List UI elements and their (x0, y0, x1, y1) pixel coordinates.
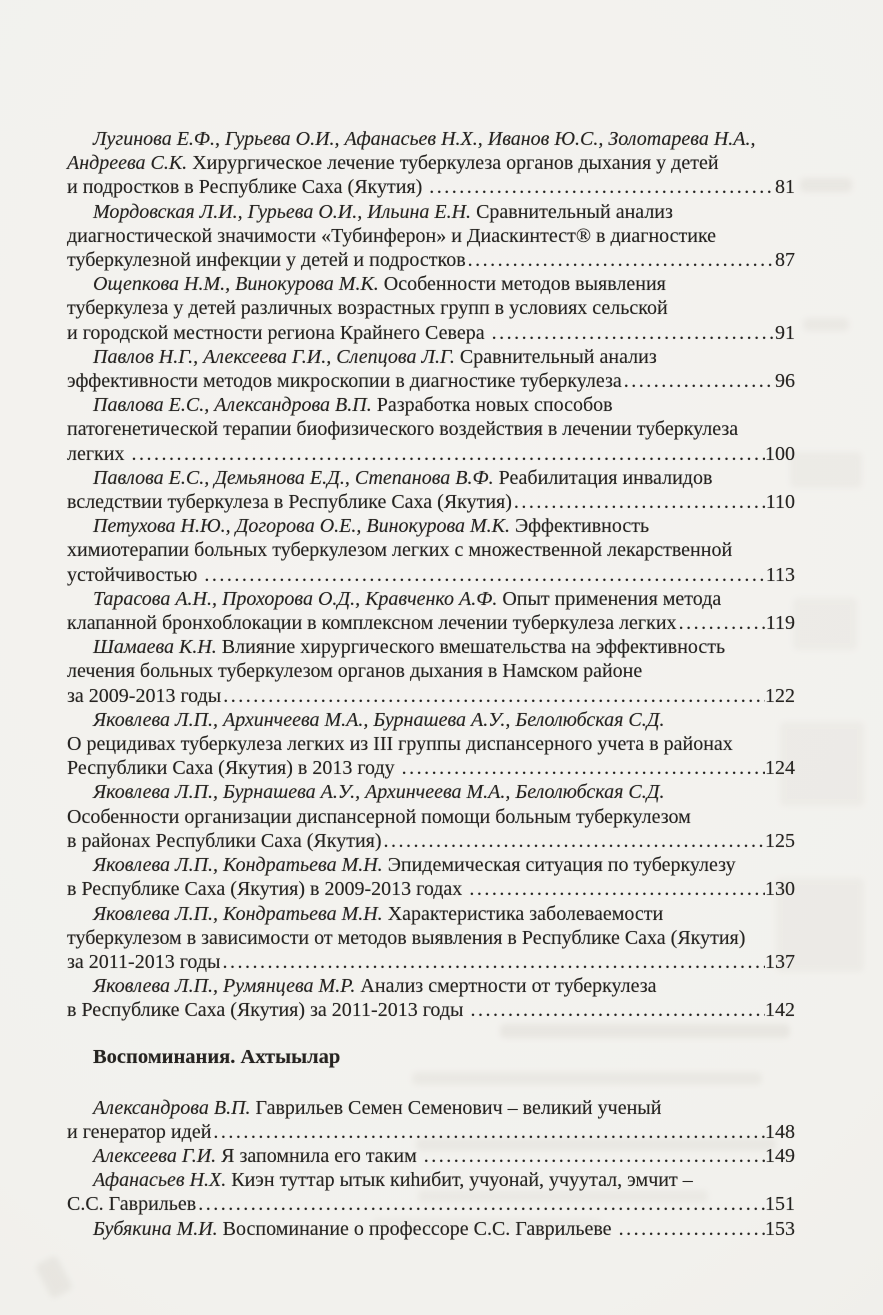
toc-line (67, 563, 795, 587)
title-text: патогенетической терапии биофизического воздействия в лечении туберкулеза (67, 418, 739, 441)
toc-line (67, 611, 795, 635)
authors-text: Павлов Н.Г., Алексеева Г.И., Слепцова Л.Г. (93, 345, 455, 368)
toc-line (67, 466, 795, 490)
toc-entry (67, 974, 795, 1022)
toc-line (67, 321, 795, 345)
authors-text: Мордовская Л.И., Гурьева О.И., Ильина Е.Н. (93, 200, 472, 223)
title-text: Хирургическое лечение туберкулеза органов дыхания у детей (187, 152, 719, 175)
toc-line (67, 393, 795, 417)
authors-text: Ощепкова Н.М., Винокурова М.К. (93, 273, 379, 296)
title-text: С.С. Гаврильев (67, 1193, 197, 1216)
bleedthrough-artifact (34, 1255, 73, 1300)
toc-line (67, 442, 795, 466)
toc-line (67, 587, 795, 611)
toc-entry (67, 272, 795, 345)
toc-line (67, 756, 795, 780)
toc-line (67, 200, 795, 224)
page-number: 124 (765, 757, 795, 780)
toc-section-memories (67, 1096, 795, 1241)
title-text: Я запомнила его таким (216, 1144, 422, 1167)
toc-line (67, 684, 795, 708)
title-text: Особенности организации диспансерной помощи больным туберкулезом (67, 805, 691, 828)
page-number: 130 (765, 878, 795, 901)
toc-line (67, 950, 795, 974)
bleedthrough-artifact (790, 452, 862, 488)
title-text: Эпидемическая ситуация по туберкулезу (382, 854, 736, 877)
toc-line (67, 902, 795, 926)
page-number: 125 (765, 829, 795, 852)
toc-line (67, 780, 795, 804)
toc-line (67, 417, 795, 441)
title-text: в Республике Саха (Якутия) за 2011-2013 годы (67, 999, 469, 1022)
toc-section-articles (67, 127, 795, 1023)
page-number: 142 (765, 999, 795, 1022)
page-number: 137 (765, 950, 795, 973)
dot-leader (490, 321, 775, 345)
title-text: клапанной бронхоблокации в комплексном лечении туберкулеза легких (67, 612, 677, 635)
page-number: 96 (775, 370, 795, 393)
toc-line (67, 635, 795, 659)
title-text: Разработка новых способов (371, 394, 613, 417)
toc-entry (67, 853, 795, 901)
dot-leader (512, 490, 766, 514)
title-text: легких (67, 442, 130, 465)
section-heading: Воспоминания. Ахтыылар (93, 1045, 341, 1068)
bleedthrough-artifact (793, 598, 857, 650)
toc-entry (67, 1144, 795, 1168)
page-number: 151 (765, 1193, 795, 1216)
title-text: в Республике Саха (Якутия) в 2009-2013 годах (67, 878, 468, 901)
toc-line (67, 805, 795, 829)
title-text: Характеристика заболеваемости (382, 902, 664, 925)
authors-text: Андреева С.К. (67, 152, 188, 175)
title-text: Влияние хирургического вмешательства на эффективность (216, 636, 726, 659)
title-text: за 2011-2013 годы (67, 950, 221, 973)
toc-line (67, 1217, 795, 1241)
title-text: в районах Республики Саха (Якутия) (67, 829, 382, 852)
toc-line (67, 974, 795, 998)
title-text: за 2009-2013 годы (67, 684, 222, 707)
page-number: 91 (775, 321, 795, 344)
toc-entry (67, 587, 795, 635)
authors-text: Яковлева Л.П., Кондратьева М.Н. (93, 854, 383, 877)
toc-entry (67, 200, 795, 273)
toc-entry (67, 635, 795, 708)
page-number: 87 (775, 249, 795, 272)
title-text: химиотерапии больных туберкулезом легких с множественной лекарственной (67, 539, 733, 562)
title-text: Республики Саха (Якутия) в 2013 году (67, 757, 400, 780)
toc-entry (67, 514, 795, 587)
title-text: устойчивостью (67, 563, 203, 586)
title-text: Воспоминание о профессоре С.С. Гаврильеве (217, 1217, 617, 1240)
toc-line (67, 877, 795, 901)
toc-line (67, 998, 795, 1022)
title-text: вследствии туберкулеза в Республике Саха (Якутия) (67, 491, 512, 514)
toc-line (67, 369, 795, 393)
title-text: Реабилитация инвалидов (493, 466, 713, 489)
toc-line (67, 1120, 795, 1144)
toc-entry (67, 902, 795, 975)
authors-text: Бубякина М.И. (93, 1217, 218, 1240)
toc-line (67, 345, 795, 369)
authors-text: Александрова В.П. (93, 1096, 251, 1119)
toc-line (67, 272, 795, 296)
toc-line (67, 659, 795, 683)
toc-line (67, 538, 795, 562)
toc-entry (67, 127, 795, 200)
title-text: Эффективность (509, 515, 650, 538)
title-text: и генератор идей (67, 1120, 212, 1143)
toc-line (67, 708, 795, 732)
table-of-contents (67, 127, 795, 1241)
title-text: Особенности методов выявления (378, 273, 666, 296)
page-number: 119 (765, 612, 795, 635)
authors-text: Павлова Е.С., Демьянова Е.Д., Степанова В.Ф. (93, 466, 494, 489)
dot-leader (617, 1217, 765, 1241)
toc-entry (67, 708, 795, 781)
toc-entry (67, 466, 795, 514)
authors-text: Яковлева Л.П., Кондратьева М.Н. (93, 902, 383, 925)
title-text: лечения больных туберкулезом органов дыхания в Намском районе (67, 660, 643, 683)
page-number: 148 (765, 1120, 795, 1143)
authors-text: Яковлева Л.П., Бурнашева А.У., Архинчеева М.А., Белолюбская С.Д. (93, 781, 665, 804)
toc-line (67, 853, 795, 877)
page-number: 122 (765, 684, 795, 707)
dot-leader (196, 1192, 765, 1216)
title-text: Сравнительный анализ (471, 200, 673, 223)
dot-leader (400, 756, 765, 780)
dot-leader (466, 248, 775, 272)
title-text: и подростков в Республике Саха (Якутия) (67, 176, 428, 199)
dot-leader (211, 1120, 765, 1144)
toc-entry (67, 1096, 795, 1144)
dot-leader (427, 175, 775, 199)
toc-entry (67, 345, 795, 393)
toc-line (67, 1096, 795, 1120)
authors-text: Алексеева Г.И. (93, 1144, 217, 1167)
dot-leader (622, 369, 775, 393)
toc-line (67, 732, 795, 756)
toc-line (67, 248, 795, 272)
bleedthrough-artifact (803, 318, 849, 331)
title-text: Киэн туттар ытык киһибит, учуонай, учуутал, эмчит – (226, 1169, 693, 1192)
dot-leader (468, 998, 765, 1022)
authors-text: Лугинова Е.Ф., Гурьева О.И., Афанасьев Н.Х., Иванов Ю.С., Золотарева Н.А., (93, 128, 756, 150)
toc-entry (67, 1168, 795, 1216)
dot-leader (382, 829, 765, 853)
toc-entry (67, 780, 795, 853)
toc-line (67, 127, 795, 151)
authors-text: Петухова Н.Ю., Догорова О.Е., Винокурова М.К. (93, 515, 510, 538)
page-number: 81 (775, 176, 795, 199)
title-text: туберкулеза у детей различных возрастных групп в условиях сельской (67, 297, 668, 320)
title-text: туберкулезом в зависимости от методов выявления в Республике Саха (Якутия) (67, 926, 746, 949)
title-text: диагностической значимости «Тубинферон» и Диаскинтест® в диагностике (67, 224, 717, 247)
toc-entry (67, 393, 795, 466)
authors-text: Павлова Е.С., Александрова В.П. (93, 394, 372, 417)
toc-line (67, 224, 795, 248)
page-number: 113 (765, 563, 795, 586)
authors-text: Яковлева Л.П., Румянцева М.Р. (93, 975, 356, 998)
toc-line (67, 175, 795, 199)
dot-leader (129, 442, 765, 466)
authors-text: Яковлева Л.П., Архинчеева М.А., Бурнашева А.У., Белолюбская С.Д. (93, 708, 665, 731)
title-text: Опыт применения метода (497, 587, 722, 610)
toc-line (67, 1144, 795, 1168)
toc-line (67, 296, 795, 320)
toc-entry (67, 1217, 795, 1241)
authors-text: Тарасова А.Н., Прохорова О.Д., Кравченко А.Ф. (93, 587, 498, 610)
page-number: 153 (765, 1217, 795, 1240)
page-number: 110 (765, 491, 795, 514)
authors-text: Афанасьев Н.Х. (93, 1169, 227, 1192)
toc-line (67, 514, 795, 538)
title-text: эффективности методов микроскопии в диагностике туберкулеза (67, 370, 622, 393)
toc-line (67, 926, 795, 950)
title-text: Гаврильев Семен Семенович – великий ученый (250, 1096, 662, 1119)
dot-leader (677, 611, 766, 635)
title-text: О рецидивах туберкулеза легких из III группы диспансерного учета в районах (67, 733, 733, 756)
dot-leader (202, 563, 765, 587)
page-number: 149 (765, 1144, 795, 1167)
title-text: и городской местности региона Крайнего Севера (67, 321, 490, 344)
toc-line (67, 829, 795, 853)
authors-text: Шамаева К.Н. (93, 636, 217, 659)
title-text: туберкулезной инфекции у детей и подростков (67, 249, 466, 272)
dot-leader (467, 877, 765, 901)
dot-leader (422, 1144, 765, 1168)
dot-leader (221, 684, 765, 708)
title-text: Анализ смертности от туберкулеза (355, 975, 657, 998)
toc-line (67, 1168, 795, 1192)
dot-leader (220, 950, 765, 974)
title-text: Сравнительный анализ (454, 345, 657, 368)
toc-line (67, 1192, 795, 1216)
bleedthrough-artifact (800, 178, 852, 192)
page-number: 100 (765, 442, 795, 465)
toc-line (67, 151, 795, 175)
toc-line (67, 490, 795, 514)
